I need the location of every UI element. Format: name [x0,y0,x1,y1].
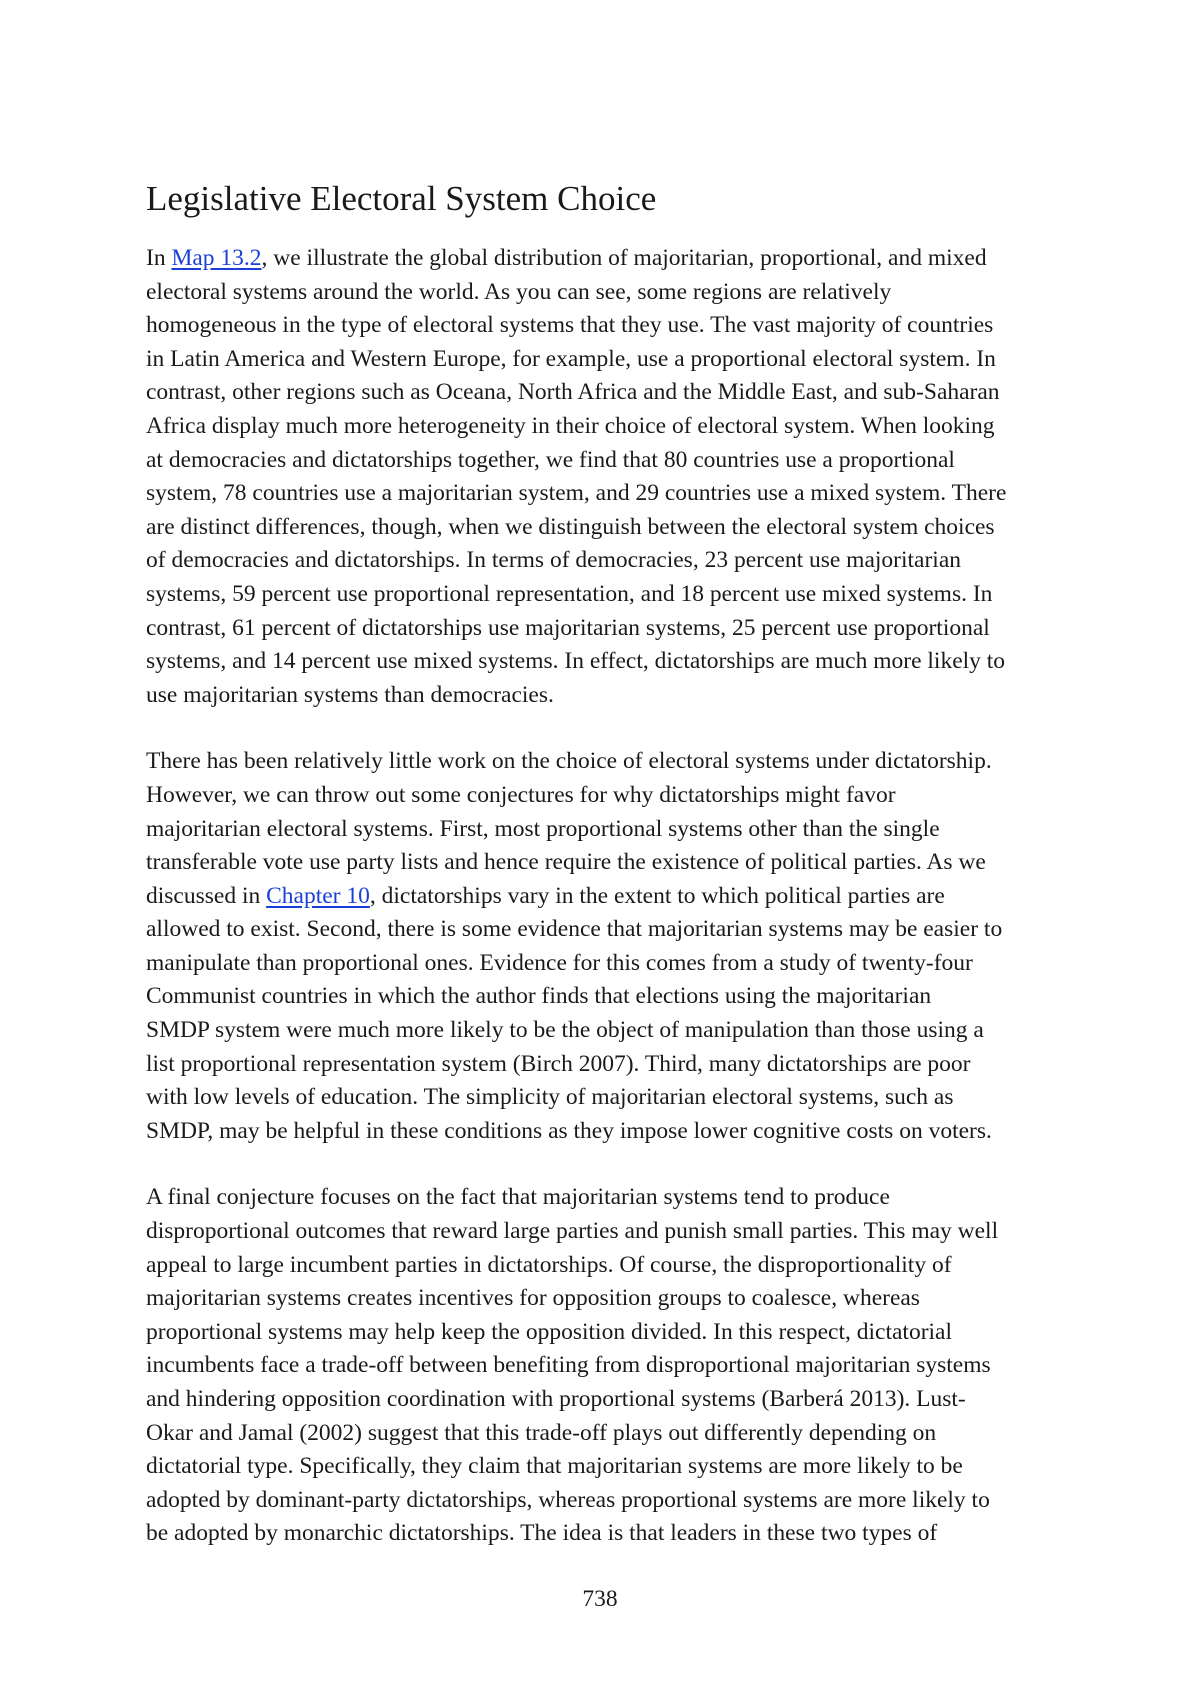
paragraph-line: transferable vote use party lists and hence require the existence of political parties. As we [146,849,986,876]
paragraph-1-line-1 [146,242,1066,276]
paragraph-line: majoritarian electoral systems. First, most proportional systems other than the single [146,815,940,842]
paragraph-line: list proportional representation system (Birch 2007). Third, many dictatorships are poor [146,1050,971,1077]
page-body [146,178,1066,1584]
paragraph-line: adopted by dominant-party dictatorships, whereas proportional systems are more likely to [146,1486,990,1513]
paragraph-line: incumbents face a trade-off between benefiting from disproportional majoritarian systems [146,1352,991,1379]
paragraph-2-link-line [146,880,1066,914]
paragraph-1-lead-text: In [146,245,172,271]
paragraph-line: However, we can throw out some conjectures for why dictatorships might favor [146,781,896,808]
paragraph-line: system, 78 countries use a majoritarian system, and 29 countries use a mixed system. There [146,480,1007,507]
paragraph-line: of democracies and dictatorships. In terms of democracies, 23 percent use majoritarian [146,547,962,574]
paragraph-line: and hindering opposition coordination with proportional systems (Barberá 2013). Lust- [146,1386,966,1412]
paragraph-line: Okar and Jamal (2002) suggest that this trade-off plays out differently depending on [146,1419,937,1446]
paragraph-line: A final conjecture focuses on the fact that majoritarian systems tend to produce [146,1184,890,1211]
paragraph-2-link-lead: discussed in [146,882,267,909]
map-13-2-link[interactable]: Map 13.2 [171,245,262,271]
page-number: 738 [582,1586,618,1612]
paragraph-line: homogeneous in the type of electoral systems that they use. The vast majority of countries [146,312,994,339]
paragraph-2 [146,745,1066,1148]
paragraph-line: at democracies and dictatorships together, we find that 80 countries use a proportional [146,446,955,473]
paragraph-line: be adopted by monarchic dictatorships. The idea is that leaders in these two types of [146,1520,938,1547]
paragraph-line: with low levels of education. The simplicity of majoritarian electoral systems, such as [146,1084,954,1111]
paragraph-line: majoritarian systems creates incentives for opposition groups to coalesce, whereas [146,1285,920,1312]
paragraph-line: appeal to large incumbent parties in dictatorships. Of course, the disproportionality of [146,1251,952,1278]
chapter-10-link[interactable]: Chapter 10 [266,882,370,909]
paragraph-1 [146,242,1066,712]
paragraph-line: disproportional outcomes that reward large parties and punish small parties. This may well [146,1218,999,1245]
paragraph-line: Africa display much more heterogeneity in their choice of electoral system. When looking [146,412,995,439]
paragraph-line: SMDP, may be helpful in these conditions as they impose lower cognitive costs on voters. [146,1117,992,1144]
paragraph-line: manipulate than proportional ones. Evidence for this comes from a study of twenty-four [146,949,973,976]
paragraph-line: dictatorial type. Specifically, they claim that majoritarian systems are more likely to be [146,1453,963,1480]
paragraph-line: SMDP system were much more likely to be the object of manipulation than those using a [146,1017,984,1044]
paragraph-3 [146,1181,1066,1551]
paragraph-line: Communist countries in which the author finds that elections using the majoritarian [146,983,932,1010]
paragraph-2-link-rest: , dictatorships vary in the extent to which political parties are [369,882,945,909]
paragraph-line: use majoritarian systems than democracies. [146,681,554,708]
paragraph-line: contrast, 61 percent of dictatorships use majoritarian systems, 25 percent use proportional [146,614,990,641]
paragraph-line: in Latin America and Western Europe, for example, use a proportional electoral system. In [146,345,996,372]
paragraph-line: systems, and 14 percent use mixed systems. In effect, dictatorships are much more likely to [146,648,1006,675]
paragraph-line: electoral systems around the world. As you can see, some regions are relatively [146,278,892,305]
paragraph-line: There has been relatively little work on the choice of electoral systems under dictatorship. [146,748,992,775]
paragraph-line: systems, 59 percent use proportional representation, and 18 percent use mixed systems. In [146,580,993,607]
section-heading: Legislative Electoral System Choice [146,179,657,218]
paragraph-line: proportional systems may help keep the opposition divided. In this respect, dictatorial [146,1318,953,1345]
paragraph-1-line-1-rest: , we illustrate the global distribution of majoritarian, proportional, and mixed [261,245,987,271]
paragraph-line: allowed to exist. Second, there is some evidence that majoritarian systems may be easier to [146,916,1003,943]
paragraph-line: are distinct differences, though, when we distinguish between the electoral system choices [146,513,995,540]
paragraph-line: contrast, other regions such as Oceana, North Africa and the Middle East, and sub-Saharan [146,379,1000,406]
